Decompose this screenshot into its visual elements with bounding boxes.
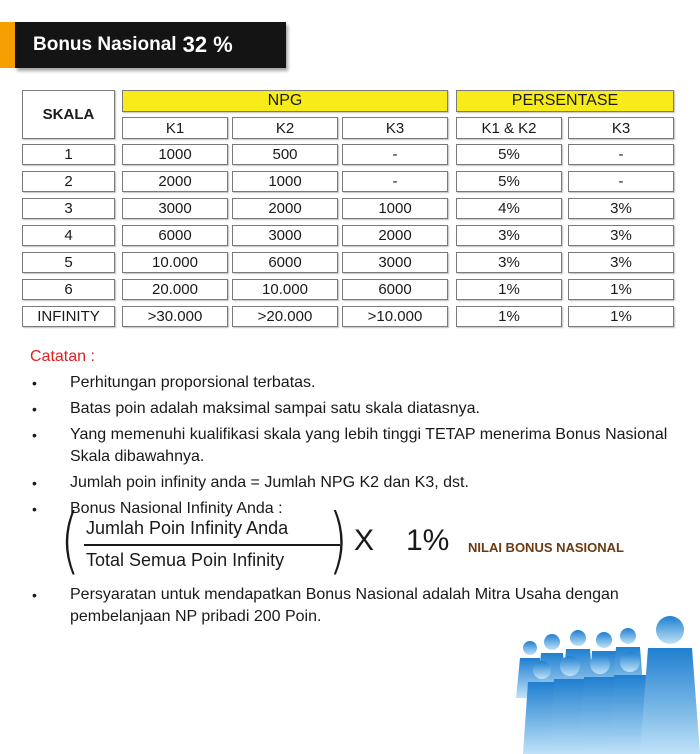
sub-header: K1: [122, 117, 228, 139]
note-item: [30, 372, 680, 394]
table-cell: 3%: [568, 252, 674, 273]
note-text: Jumlah poin infinity anda = Jumlah NPG K2 dan K3, dst.: [70, 474, 469, 491]
table-cell: 2000: [232, 198, 338, 219]
table-cell: 10.000: [122, 252, 228, 273]
table-cell: -: [342, 171, 448, 192]
skala-header: SKALA: [22, 90, 115, 139]
table-cell: >20.000: [232, 306, 338, 327]
bullet: •: [32, 501, 37, 517]
table-cell: 3%: [568, 225, 674, 246]
bullet: •: [32, 375, 37, 391]
table-cell: 1000: [122, 144, 228, 165]
notes-title: Catatan :: [30, 348, 95, 365]
fraction-line: [84, 544, 340, 546]
npg-header: NPG: [122, 90, 448, 112]
table-cell: -: [568, 171, 674, 192]
table-cell: 3%: [456, 252, 562, 273]
bullet: •: [32, 401, 37, 417]
table-cell: 2000: [342, 225, 448, 246]
bullet: •: [32, 475, 37, 491]
skala-cell: 5: [22, 252, 115, 273]
table-cell: 3000: [232, 225, 338, 246]
sub-header: K1 & K2: [456, 117, 562, 139]
table-cell: 3%: [456, 225, 562, 246]
right-paren: ): [328, 498, 348, 582]
table-cell: 4%: [456, 198, 562, 219]
table-cell: 20.000: [122, 279, 228, 300]
note-item: [30, 424, 680, 468]
table-cell: 1%: [568, 306, 674, 327]
note-text: Persyaratan untuk mendapatkan Bonus Nasional adalah Mitra Usaha dengan pembelanjaan NP pribadi 200 Poin.: [70, 586, 619, 625]
table-cell: 3000: [122, 198, 228, 219]
table-cell: 3000: [342, 252, 448, 273]
formula-numerator: Jumlah Poin Infinity Anda: [86, 518, 289, 538]
table-cell: 1%: [456, 306, 562, 327]
table-cell: 3%: [568, 198, 674, 219]
skala-cell: 4: [22, 225, 115, 246]
sub-header: K3: [342, 117, 448, 139]
bullet: •: [32, 587, 37, 603]
left-paren: (: [60, 498, 80, 582]
formula-label: NILAI BONUS NASIONAL: [468, 540, 624, 555]
page-title-percent: 32 %: [182, 32, 233, 57]
formula-denominator: Total Semua Poin Infinity: [86, 550, 285, 570]
table-cell: 2000: [122, 171, 228, 192]
formula-factor: 1%: [406, 524, 450, 557]
table-cell: -: [568, 144, 674, 165]
notes-section: [30, 348, 680, 524]
table-cell: 500: [232, 144, 338, 165]
skala-cell: 3: [22, 198, 115, 219]
note-text: Yang memenuhi kualifikasi skala yang lebih tinggi TETAP menerima Bonus Nasional Skala dibawahnya.: [70, 426, 668, 465]
table-cell: >10.000: [342, 306, 448, 327]
persentase-header: PERSENTASE: [456, 90, 674, 112]
table-cell: 1000: [232, 171, 338, 192]
note-item: [30, 398, 680, 420]
table-cell: 5%: [456, 171, 562, 192]
table-cell: 10.000: [232, 279, 338, 300]
title-banner: [0, 22, 288, 68]
table-cell: 5%: [456, 144, 562, 165]
business-people-silhouette-icon: [508, 600, 700, 754]
page-title: Bonus Nasional: [33, 34, 177, 55]
table-cell: 6000: [122, 225, 228, 246]
skala-cell: 1: [22, 144, 115, 165]
note-text: Bonus Nasional Infinity Anda :: [70, 500, 283, 517]
sub-header: K2: [232, 117, 338, 139]
table-cell: -: [342, 144, 448, 165]
note-text: Batas poin adalah maksimal sampai satu skala diatasnya.: [70, 400, 480, 417]
bullet: •: [32, 427, 37, 443]
skala-cell: INFINITY: [22, 306, 115, 327]
banner-accent: [0, 22, 15, 68]
note-text: Perhitungan proporsional terbatas.: [70, 374, 316, 391]
skala-cell: 2: [22, 171, 115, 192]
formula-times: X: [354, 524, 375, 557]
note-item: [30, 472, 680, 494]
table-cell: 6000: [342, 279, 448, 300]
skala-cell: 6: [22, 279, 115, 300]
table-cell: 1%: [456, 279, 562, 300]
sub-header: K3: [568, 117, 674, 139]
table-cell: 6000: [232, 252, 338, 273]
table-cell: >30.000: [122, 306, 228, 327]
table-cell: 1000: [342, 198, 448, 219]
table-cell: 1%: [568, 279, 674, 300]
banner-bar: [15, 22, 286, 68]
